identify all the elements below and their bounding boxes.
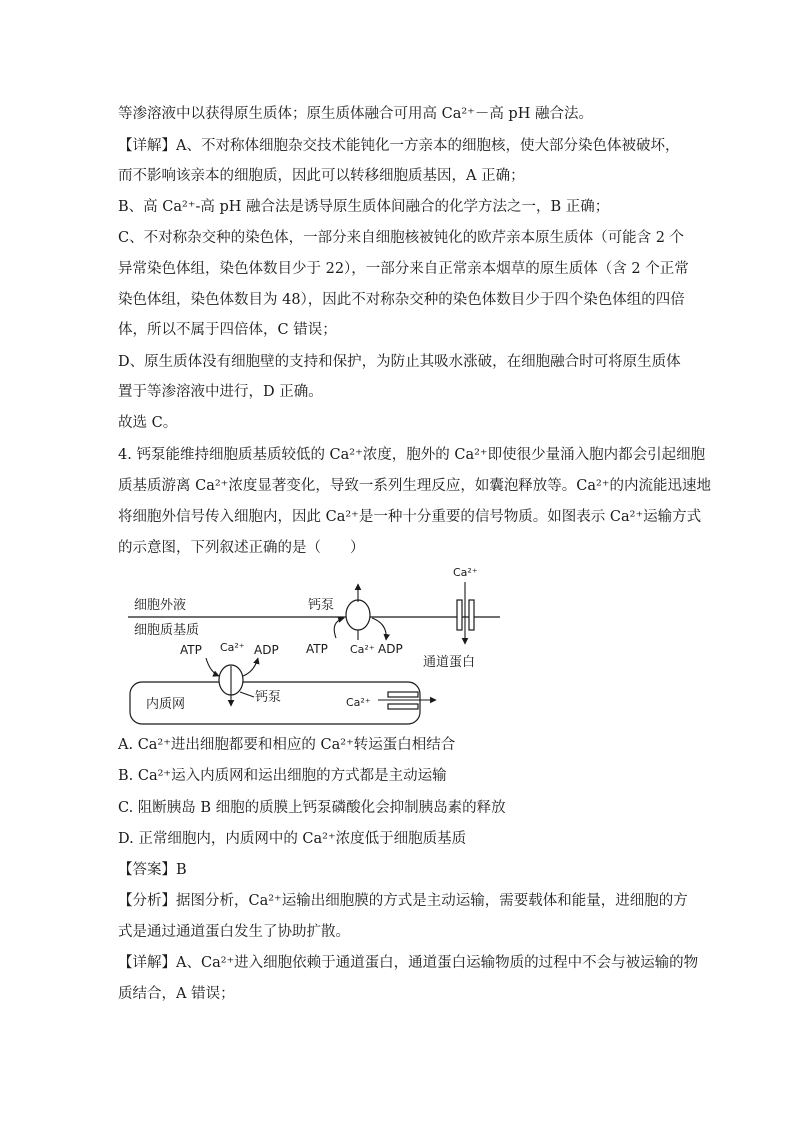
adp-arrow-er [243, 658, 258, 676]
atp-arrow-er [206, 658, 219, 676]
option-d: D. 正常细胞内，内质网中的 Ca²⁺浓度低于细胞质基质 [118, 831, 467, 847]
question-line-4: 的示意图，下列叙述正确的是（ ） [118, 540, 365, 556]
option-c: C. 阻断胰岛 B 细胞的质膜上钙泵磷酸化会抑制胰岛素的释放 [118, 800, 506, 816]
channel-protein-membrane-right [469, 600, 474, 630]
question-line-3: 将细胞外信号传入细胞内，因此 Ca²⁺是一种十分重要的信号物质。如图表示 Ca²⁺运输方式 [118, 509, 702, 525]
atp-arrow-top [334, 618, 344, 638]
label-adp-top: ADP [378, 642, 403, 656]
option-a: A. Ca²⁺进出细胞都要和相应的 Ca²⁺转运蛋白相结合 [118, 737, 456, 753]
text-line-3: 而不影响该亲本的细胞质，因此可以转移细胞质基因，A 正确； [118, 168, 525, 184]
label-adp-er: ADP [254, 643, 279, 657]
calcium-pump-membrane [346, 600, 370, 630]
label-er: 内质网 [146, 697, 186, 712]
detail-line-1: 【详解】A、Ca²⁺进入细胞依赖于通道蛋白，通道蛋白运输物质的过程中不会与被运输的物 [118, 955, 699, 971]
answer-line: 【答案】B [118, 862, 187, 878]
text-line-7: 染色体组，染色体数目为 48），因此不对称杂交种的染色体数目少于四个染色体组的四倍 [118, 292, 685, 308]
analysis-line-1: 【分析】据图分析，Ca²⁺运输出细胞膜的方式是主动运输，需要载体和能量，进细胞的方 [118, 893, 688, 909]
channel-protein-er-top [388, 692, 418, 697]
channel-protein-membrane-left [457, 600, 462, 630]
text-line-5: C、不对称杂交种的染色体，一部分来自细胞核被钝化的欧芹亲本原生质体（可能含 2 个 [118, 230, 685, 246]
label-ca-er-pump: Ca²⁺ [220, 641, 245, 654]
text-line-2: 【详解】A、不对称体细胞杂交技术能钝化一方亲本的细胞核，使大部分染色体被破坏， [118, 138, 680, 154]
label-ca-er-channel: Ca²⁺ [346, 696, 371, 709]
analysis-line-2: 式是通过通道蛋白发生了协助扩散。 [118, 924, 350, 940]
label-pump-er: 钙泵 [255, 690, 282, 705]
label-pump-top: 钙泵 [308, 598, 335, 613]
channel-protein-er-bottom [388, 704, 418, 709]
label-cytoplasm: 细胞质基质 [134, 623, 200, 638]
text-line-6: 异常染色体组，染色体数目少于 22），一部分来自正常亲本烟草的原生质体（含 2 个正常 [118, 261, 689, 277]
label-channel: 通道蛋白 [423, 655, 476, 670]
text-line-8: 体，所以不属于四倍体，C 错误； [118, 322, 337, 338]
label-ca-channel: Ca²⁺ [453, 566, 478, 579]
calcium-transport-diagram [118, 560, 518, 730]
text-line-9: D、原生质体没有细胞壁的支持和保护，为防止其吸水涨破，在细胞融合时可将原生质体 [118, 354, 681, 370]
text-line-10: 置于等渗溶液中进行，D 正确。 [118, 384, 323, 400]
text-line-1: 等渗溶液中以获得原生质体；原生质体融合可用高 Ca²⁺－高 pH 融合法。 [118, 106, 593, 122]
question-line-2: 质基质游离 Ca²⁺浓度显著变化，导致一系列生理反应，如囊泡释放等。Ca²⁺的内流能迅速地 [118, 478, 712, 494]
label-atp-top: ATP [306, 642, 328, 656]
label-ca-top-pump: Ca²⁺ [350, 643, 375, 656]
question-line-1: 4. 钙泵能维持细胞质基质较低的 Ca²⁺浓度，胞外的 Ca²⁺即使很少量涌入胞内都会引起细胞 [118, 447, 706, 463]
adp-arrow-top [372, 618, 386, 640]
detail-line-2: 质结合，A 错误； [118, 986, 235, 1002]
text-line-11: 故选 C。 [118, 415, 178, 431]
option-b: B. Ca²⁺运入内质网和运出细胞的方式都是主动运输 [118, 768, 447, 784]
text-line-4: B、高 Ca²⁺-高 pH 融合法是诱导原生质体间融合的化学方法之一，B 正确； [118, 199, 610, 215]
label-atp-er: ATP [180, 643, 202, 657]
label-outside: 细胞外液 [134, 598, 187, 613]
